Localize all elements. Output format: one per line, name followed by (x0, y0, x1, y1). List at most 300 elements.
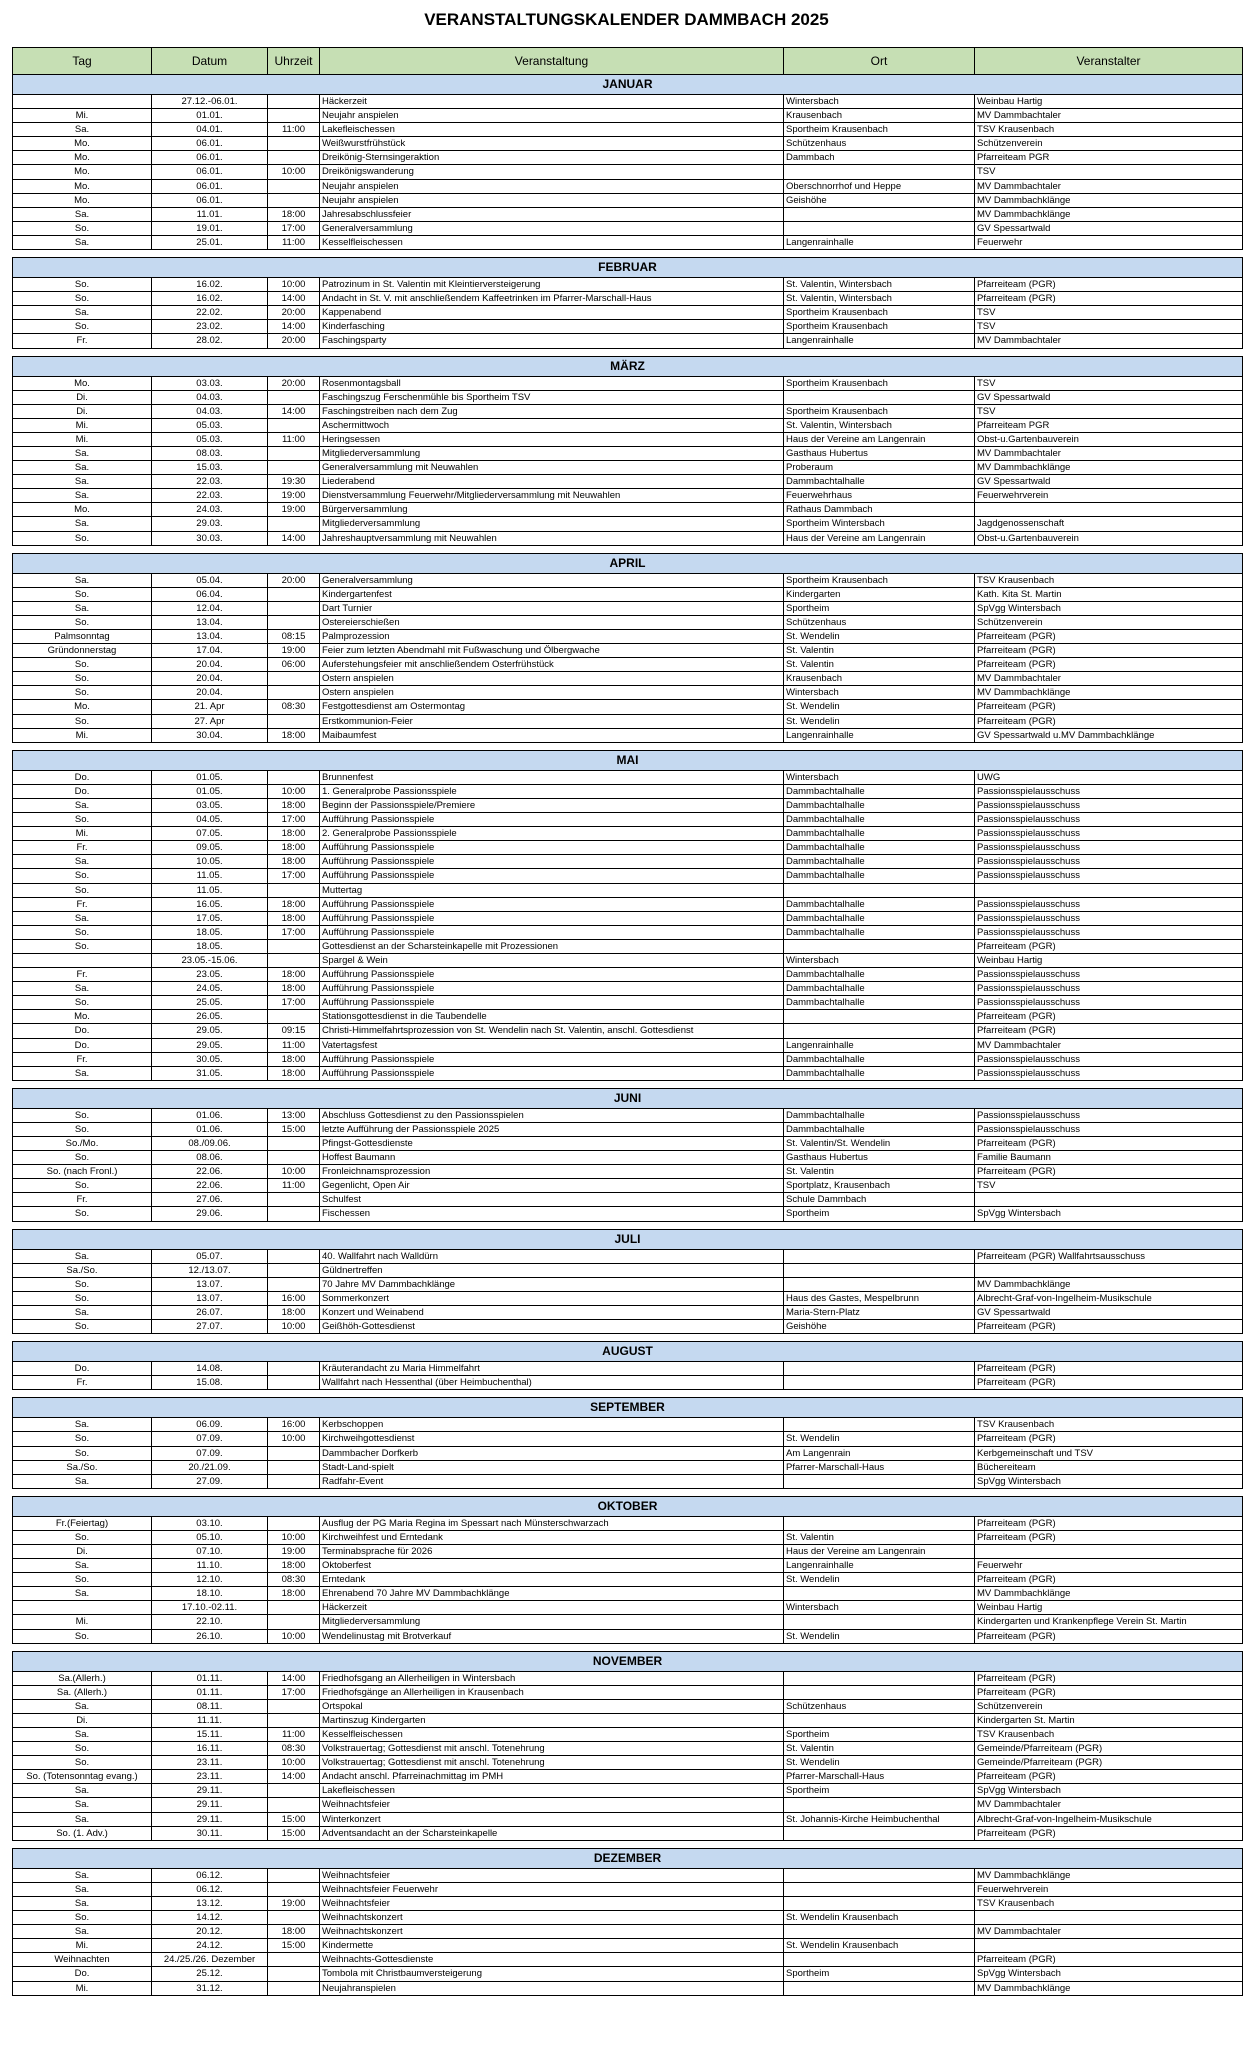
event-row (13, 461, 1243, 475)
veranstalter-cell: Passionsspielausschuss (975, 841, 1243, 855)
ort-cell (784, 883, 975, 897)
datum-cell: 25.12. (152, 1967, 268, 1981)
tag-cell: So. (13, 278, 152, 292)
event-row (13, 418, 1243, 432)
veranstaltung-cell: Aufführung Passionsspiele (320, 897, 784, 911)
month-header: NOVEMBER (13, 1651, 1243, 1671)
event-row (13, 1108, 1243, 1122)
tag-cell: Mi. (13, 109, 152, 123)
uhrzeit-cell: 11:00 (268, 1179, 320, 1193)
veranstaltung-cell: Kesselfleischessen (320, 235, 784, 249)
veranstalter-cell: MV Dammbachklänge (975, 461, 1243, 475)
ort-cell: Proberaum (784, 461, 975, 475)
ort-cell (784, 1516, 975, 1530)
veranstalter-cell: GV Spessartwald (975, 475, 1243, 489)
datum-cell: 16.02. (152, 292, 268, 306)
ort-cell (784, 1713, 975, 1727)
month-spacer (13, 742, 1243, 750)
datum-cell: 15.08. (152, 1376, 268, 1390)
ort-cell: Sportheim (784, 1784, 975, 1798)
month-header: SEPTEMBER (13, 1398, 1243, 1418)
veranstaltung-cell: Güldnertreffen (320, 1263, 784, 1277)
uhrzeit-cell: 18:00 (268, 798, 320, 812)
tag-cell: So. (13, 658, 152, 672)
veranstalter-cell: MV Dammbachtaler (975, 446, 1243, 460)
veranstalter-cell: Passionsspielausschuss (975, 798, 1243, 812)
uhrzeit-cell (268, 1151, 320, 1165)
veranstaltung-cell: Heringsessen (320, 432, 784, 446)
ort-cell: St. Valentin (784, 644, 975, 658)
ort-cell (784, 207, 975, 221)
veranstalter-cell: Passionsspielausschuss (975, 996, 1243, 1010)
uhrzeit-cell (268, 1784, 320, 1798)
tag-cell (13, 953, 152, 967)
veranstalter-cell: Albrecht-Graf-von-Ingelheim-Musikschule (975, 1812, 1243, 1826)
column-header-veranstalter: Veranstalter (975, 48, 1243, 75)
tag-cell: Sa. (13, 1587, 152, 1601)
uhrzeit-cell: 11:00 (268, 1038, 320, 1052)
veranstalter-cell: TSV (975, 1179, 1243, 1193)
event-row (13, 292, 1243, 306)
datum-cell: 31.12. (152, 1981, 268, 1995)
uhrzeit-cell: 10:00 (268, 1165, 320, 1179)
month-header: MAI (13, 750, 1243, 770)
uhrzeit-cell (268, 1615, 320, 1629)
event-row (13, 1207, 1243, 1221)
tag-cell: Sa. (13, 461, 152, 475)
datum-cell: 27.07. (152, 1320, 268, 1334)
veranstaltung-cell: Ostern anspielen (320, 686, 784, 700)
uhrzeit-cell (268, 95, 320, 109)
ort-cell: Maria-Stern-Platz (784, 1305, 975, 1319)
uhrzeit-cell: 19:00 (268, 1896, 320, 1910)
event-row (13, 193, 1243, 207)
veranstalter-cell (975, 1939, 1243, 1953)
tag-cell: Mo. (13, 700, 152, 714)
datum-cell: 01.06. (152, 1108, 268, 1122)
veranstalter-cell (975, 1911, 1243, 1925)
datum-cell: 27.09. (152, 1474, 268, 1488)
ort-cell (784, 1277, 975, 1291)
event-row (13, 1882, 1243, 1896)
veranstaltung-cell: Dart Turnier (320, 601, 784, 615)
event-row (13, 1263, 1243, 1277)
datum-cell: 29.11. (152, 1812, 268, 1826)
month-header: FEBRUAR (13, 258, 1243, 278)
event-row (13, 531, 1243, 545)
veranstalter-cell: Passionsspielausschuss (975, 1066, 1243, 1080)
event-row (13, 587, 1243, 601)
datum-cell: 17.05. (152, 911, 268, 925)
column-header-veranstaltung: Veranstaltung (320, 48, 784, 75)
ort-cell: Sportheim (784, 1207, 975, 1221)
column-header-tag: Tag (13, 48, 152, 75)
uhrzeit-cell: 18:00 (268, 855, 320, 869)
uhrzeit-cell (268, 193, 320, 207)
uhrzeit-cell: 18:00 (268, 1587, 320, 1601)
event-row (13, 601, 1243, 615)
veranstaltung-cell: Hoffest Baumann (320, 1151, 784, 1165)
uhrzeit-cell: 19:00 (268, 1544, 320, 1558)
datum-cell: 04.01. (152, 123, 268, 137)
veranstaltung-cell: Maibaumfest (320, 728, 784, 742)
ort-cell: Langenrainhalle (784, 728, 975, 742)
veranstalter-cell: MV Dammbachtaler (975, 1798, 1243, 1812)
event-row (13, 1559, 1243, 1573)
month-header: AUGUST (13, 1342, 1243, 1362)
calendar-body (13, 75, 1243, 1996)
ort-cell: Sportheim (784, 1967, 975, 1981)
ort-cell (784, 1615, 975, 1629)
uhrzeit-cell: 08:30 (268, 1742, 320, 1756)
veranstaltung-cell: Jahreshauptversammlung mit Neuwahlen (320, 531, 784, 545)
veranstaltung-cell: Ostern anspielen (320, 672, 784, 686)
month-header-row (13, 1398, 1243, 1418)
veranstalter-cell: TSV Krausenbach (975, 123, 1243, 137)
ort-cell (784, 1024, 975, 1038)
ort-cell: Sportheim (784, 1728, 975, 1742)
tag-cell: Sa. (13, 1249, 152, 1263)
veranstaltung-cell: Häckerzeit (320, 95, 784, 109)
veranstaltung-cell: Stadt-Land-spielt (320, 1460, 784, 1474)
ort-cell: St. Wendelin (784, 700, 975, 714)
uhrzeit-cell: 17:00 (268, 1685, 320, 1699)
tag-cell: So. (13, 714, 152, 728)
event-row (13, 109, 1243, 123)
ort-cell (784, 1671, 975, 1685)
veranstalter-cell: Passionsspielausschuss (975, 1108, 1243, 1122)
ort-cell: Dammbachtalhalle (784, 996, 975, 1010)
veranstaltung-cell: Erstkommunion-Feier (320, 714, 784, 728)
ort-cell: Dammbachtalhalle (784, 1066, 975, 1080)
datum-cell: 27.06. (152, 1193, 268, 1207)
uhrzeit-cell: 19:00 (268, 503, 320, 517)
tag-cell: So. (13, 1432, 152, 1446)
tag-cell: So./Mo. (13, 1137, 152, 1151)
uhrzeit-cell: 17:00 (268, 869, 320, 883)
veranstaltung-cell: Patrozinum in St. Valentin mit Kleintierversteigerung (320, 278, 784, 292)
tag-cell: So. (13, 925, 152, 939)
veranstaltung-cell: Andacht anschl. Pfarreinachmittag im PMH (320, 1770, 784, 1784)
tag-cell: Mo. (13, 137, 152, 151)
uhrzeit-cell: 09:15 (268, 1024, 320, 1038)
veranstaltung-cell: Ausflug der PG Maria Regina im Spessart nach Münsterschwarzach (320, 1516, 784, 1530)
datum-cell: 20.12. (152, 1925, 268, 1939)
veranstaltung-cell: Pfingst-Gottesdienste (320, 1137, 784, 1151)
uhrzeit-cell: 10:00 (268, 278, 320, 292)
datum-cell: 31.05. (152, 1066, 268, 1080)
veranstalter-cell: Passionsspielausschuss (975, 897, 1243, 911)
month-spacer-cell (13, 1390, 1243, 1398)
uhrzeit-cell: 11:00 (268, 123, 320, 137)
veranstaltung-cell: Radfahr-Event (320, 1474, 784, 1488)
event-row (13, 813, 1243, 827)
veranstaltung-cell: Sommerkonzert (320, 1291, 784, 1305)
veranstalter-cell: Pfarreiteam (PGR) (975, 292, 1243, 306)
veranstaltung-cell: Aufführung Passionsspiele (320, 1066, 784, 1080)
veranstaltung-cell: Festgottesdienst am Ostermontag (320, 700, 784, 714)
veranstalter-cell: TSV (975, 320, 1243, 334)
event-row (13, 1432, 1243, 1446)
tag-cell: Di. (13, 404, 152, 418)
datum-cell: 03.05. (152, 798, 268, 812)
event-row (13, 1868, 1243, 1882)
tag-cell: Sa. (13, 1728, 152, 1742)
tag-cell: Sa. (13, 911, 152, 925)
uhrzeit-cell (268, 1376, 320, 1390)
event-row (13, 1249, 1243, 1263)
tag-cell: Do. (13, 784, 152, 798)
veranstalter-cell (975, 1193, 1243, 1207)
tag-cell: So. (13, 1756, 152, 1770)
veranstaltung-cell: Dreikönig-Sternsingeraktion (320, 151, 784, 165)
tag-cell: So. (13, 1446, 152, 1460)
tag-cell: So. (13, 672, 152, 686)
month-header: JANUAR (13, 75, 1243, 95)
veranstaltung-cell: Beginn der Passionsspiele/Premiere (320, 798, 784, 812)
event-row (13, 1446, 1243, 1460)
event-row (13, 1939, 1243, 1953)
veranstaltung-cell: Kirchweihgottesdienst (320, 1432, 784, 1446)
tag-cell: So. (13, 1530, 152, 1544)
tag-cell: Mo. (13, 151, 152, 165)
datum-cell: 18.05. (152, 925, 268, 939)
uhrzeit-cell: 14:00 (268, 1770, 320, 1784)
veranstaltung-cell: Oktoberfest (320, 1559, 784, 1573)
uhrzeit-cell: 11:00 (268, 432, 320, 446)
uhrzeit-cell (268, 939, 320, 953)
event-row (13, 841, 1243, 855)
uhrzeit-cell (268, 1137, 320, 1151)
tag-cell: Sa. (13, 982, 152, 996)
veranstaltung-cell: Stationsgottesdienst in die Taubendelle (320, 1010, 784, 1024)
tag-cell: Sa. (13, 601, 152, 615)
uhrzeit-cell (268, 1868, 320, 1882)
tag-cell: Sa. (13, 1699, 152, 1713)
datum-cell: 07.05. (152, 827, 268, 841)
month-header-row (13, 75, 1243, 95)
ort-cell: St. Wendelin Krausenbach (784, 1939, 975, 1953)
event-row (13, 1418, 1243, 1432)
veranstalter-cell: TSV Krausenbach (975, 1896, 1243, 1910)
datum-cell: 13.12. (152, 1896, 268, 1910)
veranstalter-cell: MV Dammbachklänge (975, 686, 1243, 700)
ort-cell (784, 1587, 975, 1601)
datum-cell: 27. Apr (152, 714, 268, 728)
ort-cell: Dammbach (784, 151, 975, 165)
page-title: VERANSTALTUNGSKALENDER DAMMBACH 2025 (424, 10, 829, 29)
ort-cell: St. Valentin, Wintersbach (784, 278, 975, 292)
tag-cell (13, 1601, 152, 1615)
month-spacer-cell (13, 545, 1243, 553)
uhrzeit-cell: 15:00 (268, 1826, 320, 1840)
uhrzeit-cell: 18:00 (268, 1066, 320, 1080)
datum-cell: 03.10. (152, 1516, 268, 1530)
event-row (13, 503, 1243, 517)
event-row (13, 1122, 1243, 1136)
veranstalter-cell: TSV (975, 306, 1243, 320)
datum-cell: 19.01. (152, 221, 268, 235)
ort-cell: Haus der Vereine am Langenrain (784, 531, 975, 545)
veranstalter-cell: Pfarreiteam (PGR) (975, 1165, 1243, 1179)
tag-cell: So. (13, 1291, 152, 1305)
veranstalter-cell: Pfarreiteam (PGR) (975, 1573, 1243, 1587)
veranstaltung-cell: Volkstrauertag; Gottesdienst mit anschl. Totenehrung (320, 1742, 784, 1756)
ort-cell: St. Wendelin (784, 1573, 975, 1587)
tag-cell: Sa. (13, 306, 152, 320)
tag-cell: Gründonnerstag (13, 644, 152, 658)
datum-cell: 06.12. (152, 1868, 268, 1882)
event-row (13, 432, 1243, 446)
ort-cell: Wintersbach (784, 770, 975, 784)
uhrzeit-cell: 17:00 (268, 925, 320, 939)
datum-cell: 30.05. (152, 1052, 268, 1066)
ort-cell: Sportheim Krausenbach (784, 123, 975, 137)
uhrzeit-cell (268, 770, 320, 784)
uhrzeit-cell (268, 1207, 320, 1221)
ort-cell: Dammbachtalhalle (784, 982, 975, 996)
veranstalter-cell: Pfarreiteam (PGR) (975, 1629, 1243, 1643)
veranstaltung-cell: letzte Aufführung der Passionsspiele 2025 (320, 1122, 784, 1136)
veranstalter-cell: MV Dammbachtaler (975, 334, 1243, 348)
datum-cell: 20./21.09. (152, 1460, 268, 1474)
datum-cell: 26.07. (152, 1305, 268, 1319)
tag-cell: So. (13, 996, 152, 1010)
veranstalter-cell: MV Dammbachtaler (975, 179, 1243, 193)
uhrzeit-cell: 18:00 (268, 911, 320, 925)
ort-cell: Dammbachtalhalle (784, 1122, 975, 1136)
datum-cell: 12./13.07. (152, 1263, 268, 1277)
uhrzeit-cell (268, 883, 320, 897)
veranstaltung-cell: Kindergartenfest (320, 587, 784, 601)
ort-cell (784, 1798, 975, 1812)
ort-cell: Dammbachtalhalle (784, 841, 975, 855)
uhrzeit-cell: 20:00 (268, 376, 320, 390)
month-header-row (13, 750, 1243, 770)
tag-cell: So. (13, 883, 152, 897)
tag-cell: Sa. (13, 1784, 152, 1798)
veranstaltung-cell: Weihnachtsfeier (320, 1798, 784, 1812)
ort-cell: Haus der Vereine am Langenrain (784, 1544, 975, 1558)
tag-cell: So. (13, 813, 152, 827)
ort-cell: St. Wendelin (784, 714, 975, 728)
uhrzeit-cell: 18:00 (268, 1305, 320, 1319)
header-row (13, 48, 1243, 75)
tag-cell: Sa. (13, 1868, 152, 1882)
veranstaltung-cell: Lakefleischessen (320, 123, 784, 137)
datum-cell: 24.12. (152, 1939, 268, 1953)
ort-cell (784, 1263, 975, 1277)
veranstalter-cell: Pfarreiteam (PGR) (975, 278, 1243, 292)
ort-cell (784, 1685, 975, 1699)
event-row (13, 968, 1243, 982)
veranstalter-cell: Pfarreiteam (PGR) (975, 1376, 1243, 1390)
veranstalter-cell: Passionsspielausschuss (975, 968, 1243, 982)
ort-cell: Krausenbach (784, 672, 975, 686)
ort-cell: Langenrainhalle (784, 334, 975, 348)
month-spacer (13, 1221, 1243, 1229)
tag-cell: So. (13, 1179, 152, 1193)
veranstaltung-cell: Lakefleischessen (320, 1784, 784, 1798)
uhrzeit-cell (268, 587, 320, 601)
veranstalter-cell: Passionsspielausschuss (975, 869, 1243, 883)
veranstalter-cell: Passionsspielausschuss (975, 925, 1243, 939)
veranstalter-cell: MV Dammbachklänge (975, 1981, 1243, 1995)
veranstaltung-cell: Aufführung Passionsspiele (320, 813, 784, 827)
veranstalter-cell: Feuerwehrverein (975, 489, 1243, 503)
uhrzeit-cell (268, 1263, 320, 1277)
uhrzeit-cell (268, 1601, 320, 1615)
veranstalter-cell: Feuerwehr (975, 1559, 1243, 1573)
datum-cell: 05.03. (152, 418, 268, 432)
event-row (13, 1052, 1243, 1066)
tag-cell: Sa.(Allerh.) (13, 1671, 152, 1685)
uhrzeit-cell: 18:00 (268, 968, 320, 982)
veranstaltung-cell: Neujahr anspielen (320, 109, 784, 123)
datum-cell: 11.05. (152, 869, 268, 883)
month-spacer-cell (13, 742, 1243, 750)
veranstaltung-cell: Konzert und Weinabend (320, 1305, 784, 1319)
uhrzeit-cell: 18:00 (268, 207, 320, 221)
datum-cell: 01.11. (152, 1685, 268, 1699)
tag-cell: Mo. (13, 193, 152, 207)
veranstalter-cell (975, 503, 1243, 517)
veranstalter-cell: Passionsspielausschuss (975, 1122, 1243, 1136)
tag-cell: So. (1. Adv.) (13, 1826, 152, 1840)
tag-cell: Sa. (13, 446, 152, 460)
ort-cell: Langenrainhalle (784, 1559, 975, 1573)
datum-cell: 16.05. (152, 897, 268, 911)
uhrzeit-cell (268, 714, 320, 728)
event-row (13, 123, 1243, 137)
ort-cell (784, 165, 975, 179)
veranstaltung-cell: Erntedank (320, 1573, 784, 1587)
uhrzeit-cell: 17:00 (268, 221, 320, 235)
event-row (13, 1516, 1243, 1530)
ort-cell: Dammbachtalhalle (784, 798, 975, 812)
event-row (13, 982, 1243, 996)
uhrzeit-cell (268, 1798, 320, 1812)
month-header-row (13, 1496, 1243, 1516)
uhrzeit-cell (268, 1010, 320, 1024)
tag-cell: Fr. (13, 1193, 152, 1207)
month-spacer-cell (13, 1221, 1243, 1229)
tag-cell: Sa. (13, 1925, 152, 1939)
veranstaltung-cell: Aufführung Passionsspiele (320, 996, 784, 1010)
month-header: DEZEMBER (13, 1848, 1243, 1868)
datum-cell: 17.10.-02.11. (152, 1601, 268, 1615)
month-header-row (13, 1088, 1243, 1108)
uhrzeit-cell (268, 1516, 320, 1530)
veranstaltung-cell: Dammbacher Dorfkerb (320, 1446, 784, 1460)
tag-cell: Weihnachten (13, 1953, 152, 1967)
ort-cell: St. Valentin (784, 1165, 975, 1179)
veranstaltung-cell: Geißhöh-Gottesdienst (320, 1320, 784, 1334)
tag-cell: Di. (13, 1713, 152, 1727)
uhrzeit-cell: 18:00 (268, 841, 320, 855)
uhrzeit-cell: 15:00 (268, 1812, 320, 1826)
event-row (13, 179, 1243, 193)
ort-cell: Sportheim Krausenbach (784, 573, 975, 587)
veranstalter-cell: TSV (975, 165, 1243, 179)
veranstaltung-cell: Abschluss Gottesdienst zu den Passionsspielen (320, 1108, 784, 1122)
datum-cell: 21. Apr (152, 700, 268, 714)
uhrzeit-cell (268, 601, 320, 615)
tag-cell: Sa. (13, 475, 152, 489)
veranstaltung-cell: Aufführung Passionsspiele (320, 841, 784, 855)
uhrzeit-cell: 18:00 (268, 982, 320, 996)
veranstaltung-cell: Faschingsparty (320, 334, 784, 348)
